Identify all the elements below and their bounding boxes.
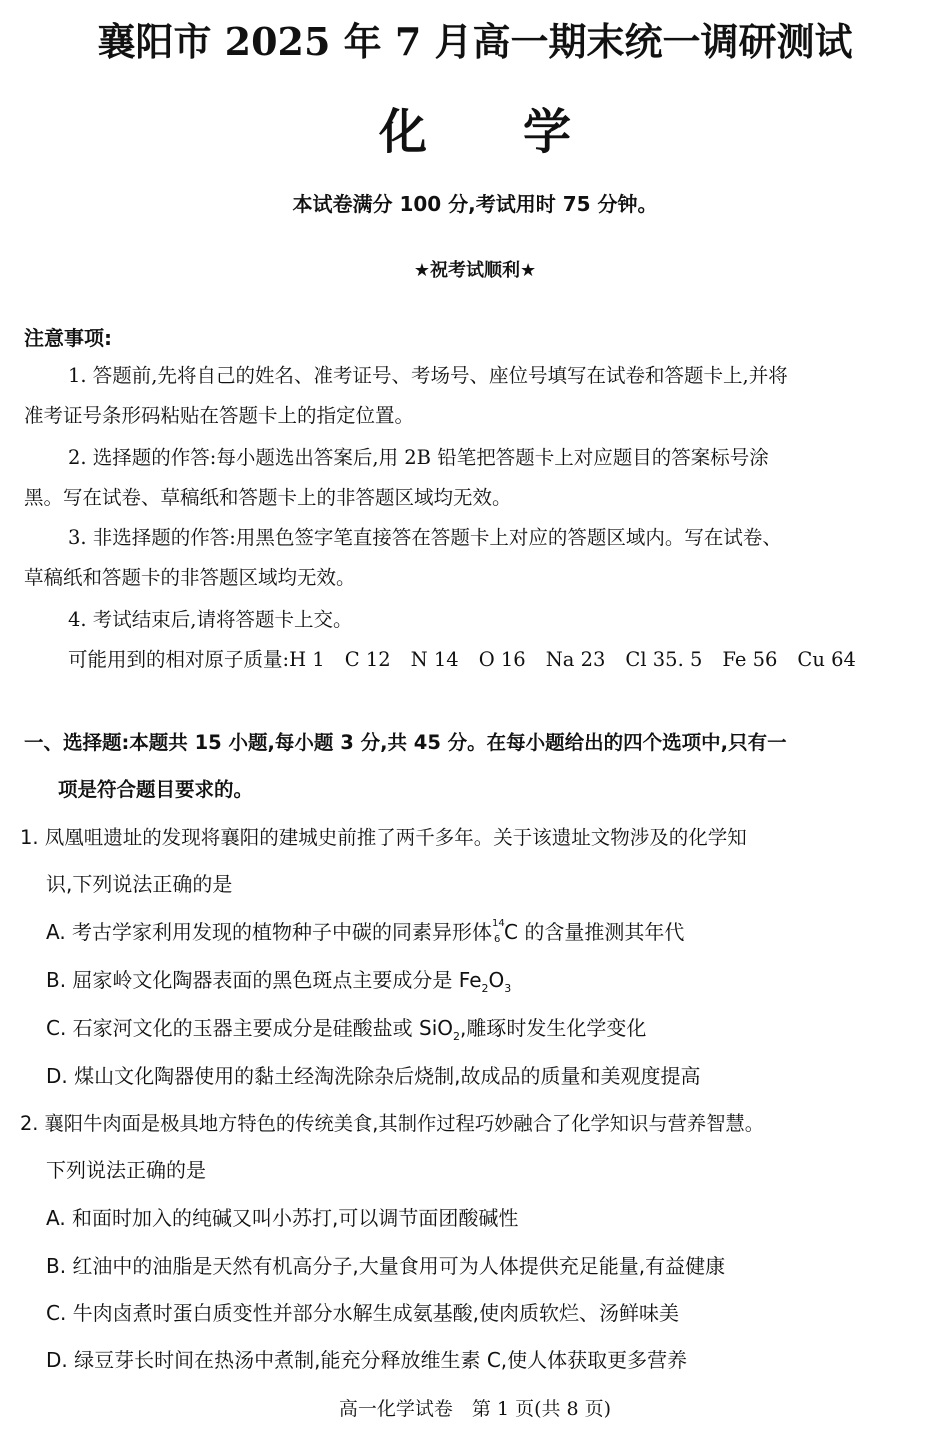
notice-title: 注意事项: [24, 326, 112, 350]
notice-item-4: 4. 考试结束后,请将答题卡上交。 [68, 608, 353, 631]
subject-char-2: 学 [523, 104, 572, 160]
q1-option-a [46, 914, 684, 950]
isotope-element: C [504, 920, 519, 944]
mass-n: N 14 [410, 648, 459, 671]
q1-option-c-text: C. 石家河文化的玉器主要成分是硅酸盐或 SiO [46, 1016, 454, 1040]
notice-item-1-line-1: 1. 答题前,先将自己的姓名、准考证号、考场号、座位号填写在试卷和答题卡上,并将 [68, 364, 788, 387]
notice-item-3-line-2: 草稿纸和答题卡的非答题区域均无效。 [24, 566, 356, 589]
section-1-heading-line-1: 一、选择题:本题共 15 小题,每小题 3 分,共 45 分。在每小题给出的四个选项中,只有一 [24, 731, 787, 754]
isotope-atomic-number: 6 [494, 934, 501, 945]
atomic-masses-label: 可能用到的相对原子质量: [68, 648, 290, 671]
q1-option-b [46, 962, 511, 998]
exam-info: 本试卷满分 100 分,考试用时 75 分钟。 [292, 192, 658, 216]
q1-stem-line-1: 1. 凤凰咀遗址的发现将襄阳的建城史前推了两千多年。关于该遗址文物涉及的化学知 [20, 826, 747, 849]
q2-stem-line-2: 下列说法正确的是 [46, 1158, 206, 1182]
q2-option-d: D. 绿豆芽长时间在热汤中煮制,能充分释放维生素 C,使人体获取更多营养 [46, 1348, 688, 1372]
carbon-14-isotope [492, 918, 505, 945]
q2-stem-line-1: 2. 襄阳牛肉面是极具地方特色的传统美食,其制作过程巧妙融合了化学知识与营养智慧。 [20, 1112, 765, 1135]
notice-item-1-line-2: 准考证号条形码粘贴在答题卡上的指定位置。 [24, 404, 415, 427]
q1-option-d: D. 煤山文化陶器使用的黏土经淘洗除杂后烧制,故成品的质量和美观度提高 [46, 1064, 701, 1088]
notice-item-3-line-1: 3. 非选择题的作答:用黑色签字笔直接答在答题卡上对应的答题区域内。写在试卷、 [68, 526, 782, 549]
section-1-heading-line-2: 项是符合题目要求的。 [58, 778, 254, 801]
notice-item-2-line-2: 黑。写在试卷、草稿纸和答题卡上的非答题区域均无效。 [24, 486, 512, 509]
subject-heading [0, 100, 950, 164]
mass-fe: Fe 56 [722, 648, 778, 671]
page-footer: 高一化学试卷 第 1 页(共 8 页) [338, 1398, 612, 1420]
exam-title: 襄阳市 2025 年 7 月高一期末统一调研测试 [97, 19, 853, 64]
atomic-masses [68, 642, 856, 678]
mass-cl: Cl 35. 5 [625, 648, 703, 671]
q2-option-a: A. 和面时加入的纯碱又叫小苏打,可以调节面团酸碱性 [46, 1206, 519, 1230]
mass-c: C 12 [344, 648, 391, 671]
mass-o: O 16 [478, 648, 526, 671]
q1-option-a-text: A. 考古学家利用发现的植物种子中碳的同素异形体 [46, 920, 493, 944]
sio2-subscript: 2 [453, 1030, 461, 1043]
fe-subscript: 2 [481, 982, 489, 995]
q1-option-c-rest: ,雕琢时发生化学变化 [460, 1016, 647, 1040]
q1-option-b-text: B. 屈家岭文化陶器表面的黑色斑点主要成分是 Fe [46, 968, 482, 992]
good-luck-banner: ★祝考试顺利★ [413, 260, 537, 281]
o-subscript: 3 [504, 982, 512, 995]
q1-stem-line-2: 识,下列说法正确的是 [46, 872, 233, 896]
subject-char-1: 化 [378, 104, 427, 160]
oxygen-symbol: O [488, 968, 505, 992]
mass-na: Na 23 [545, 648, 606, 671]
mass-h: H 1 [289, 648, 325, 671]
isotope-mass-number: 14 [492, 918, 505, 929]
q1-option-c [46, 1010, 646, 1046]
q1-option-a-rest: 的含量推测其年代 [518, 920, 685, 944]
notice-item-2-line-1: 2. 选择题的作答:每小题选出答案后,用 2B 铅笔把答题卡上对应题目的答案标号涂 [68, 446, 769, 469]
mass-cu: Cu 64 [797, 648, 856, 671]
q2-option-c: C. 牛肉卤煮时蛋白质变性并部分水解生成氨基酸,使肉质软烂、汤鲜味美 [46, 1301, 680, 1325]
q2-option-b: B. 红油中的油脂是天然有机高分子,大量食用可为人体提供充足能量,有益健康 [46, 1254, 726, 1278]
